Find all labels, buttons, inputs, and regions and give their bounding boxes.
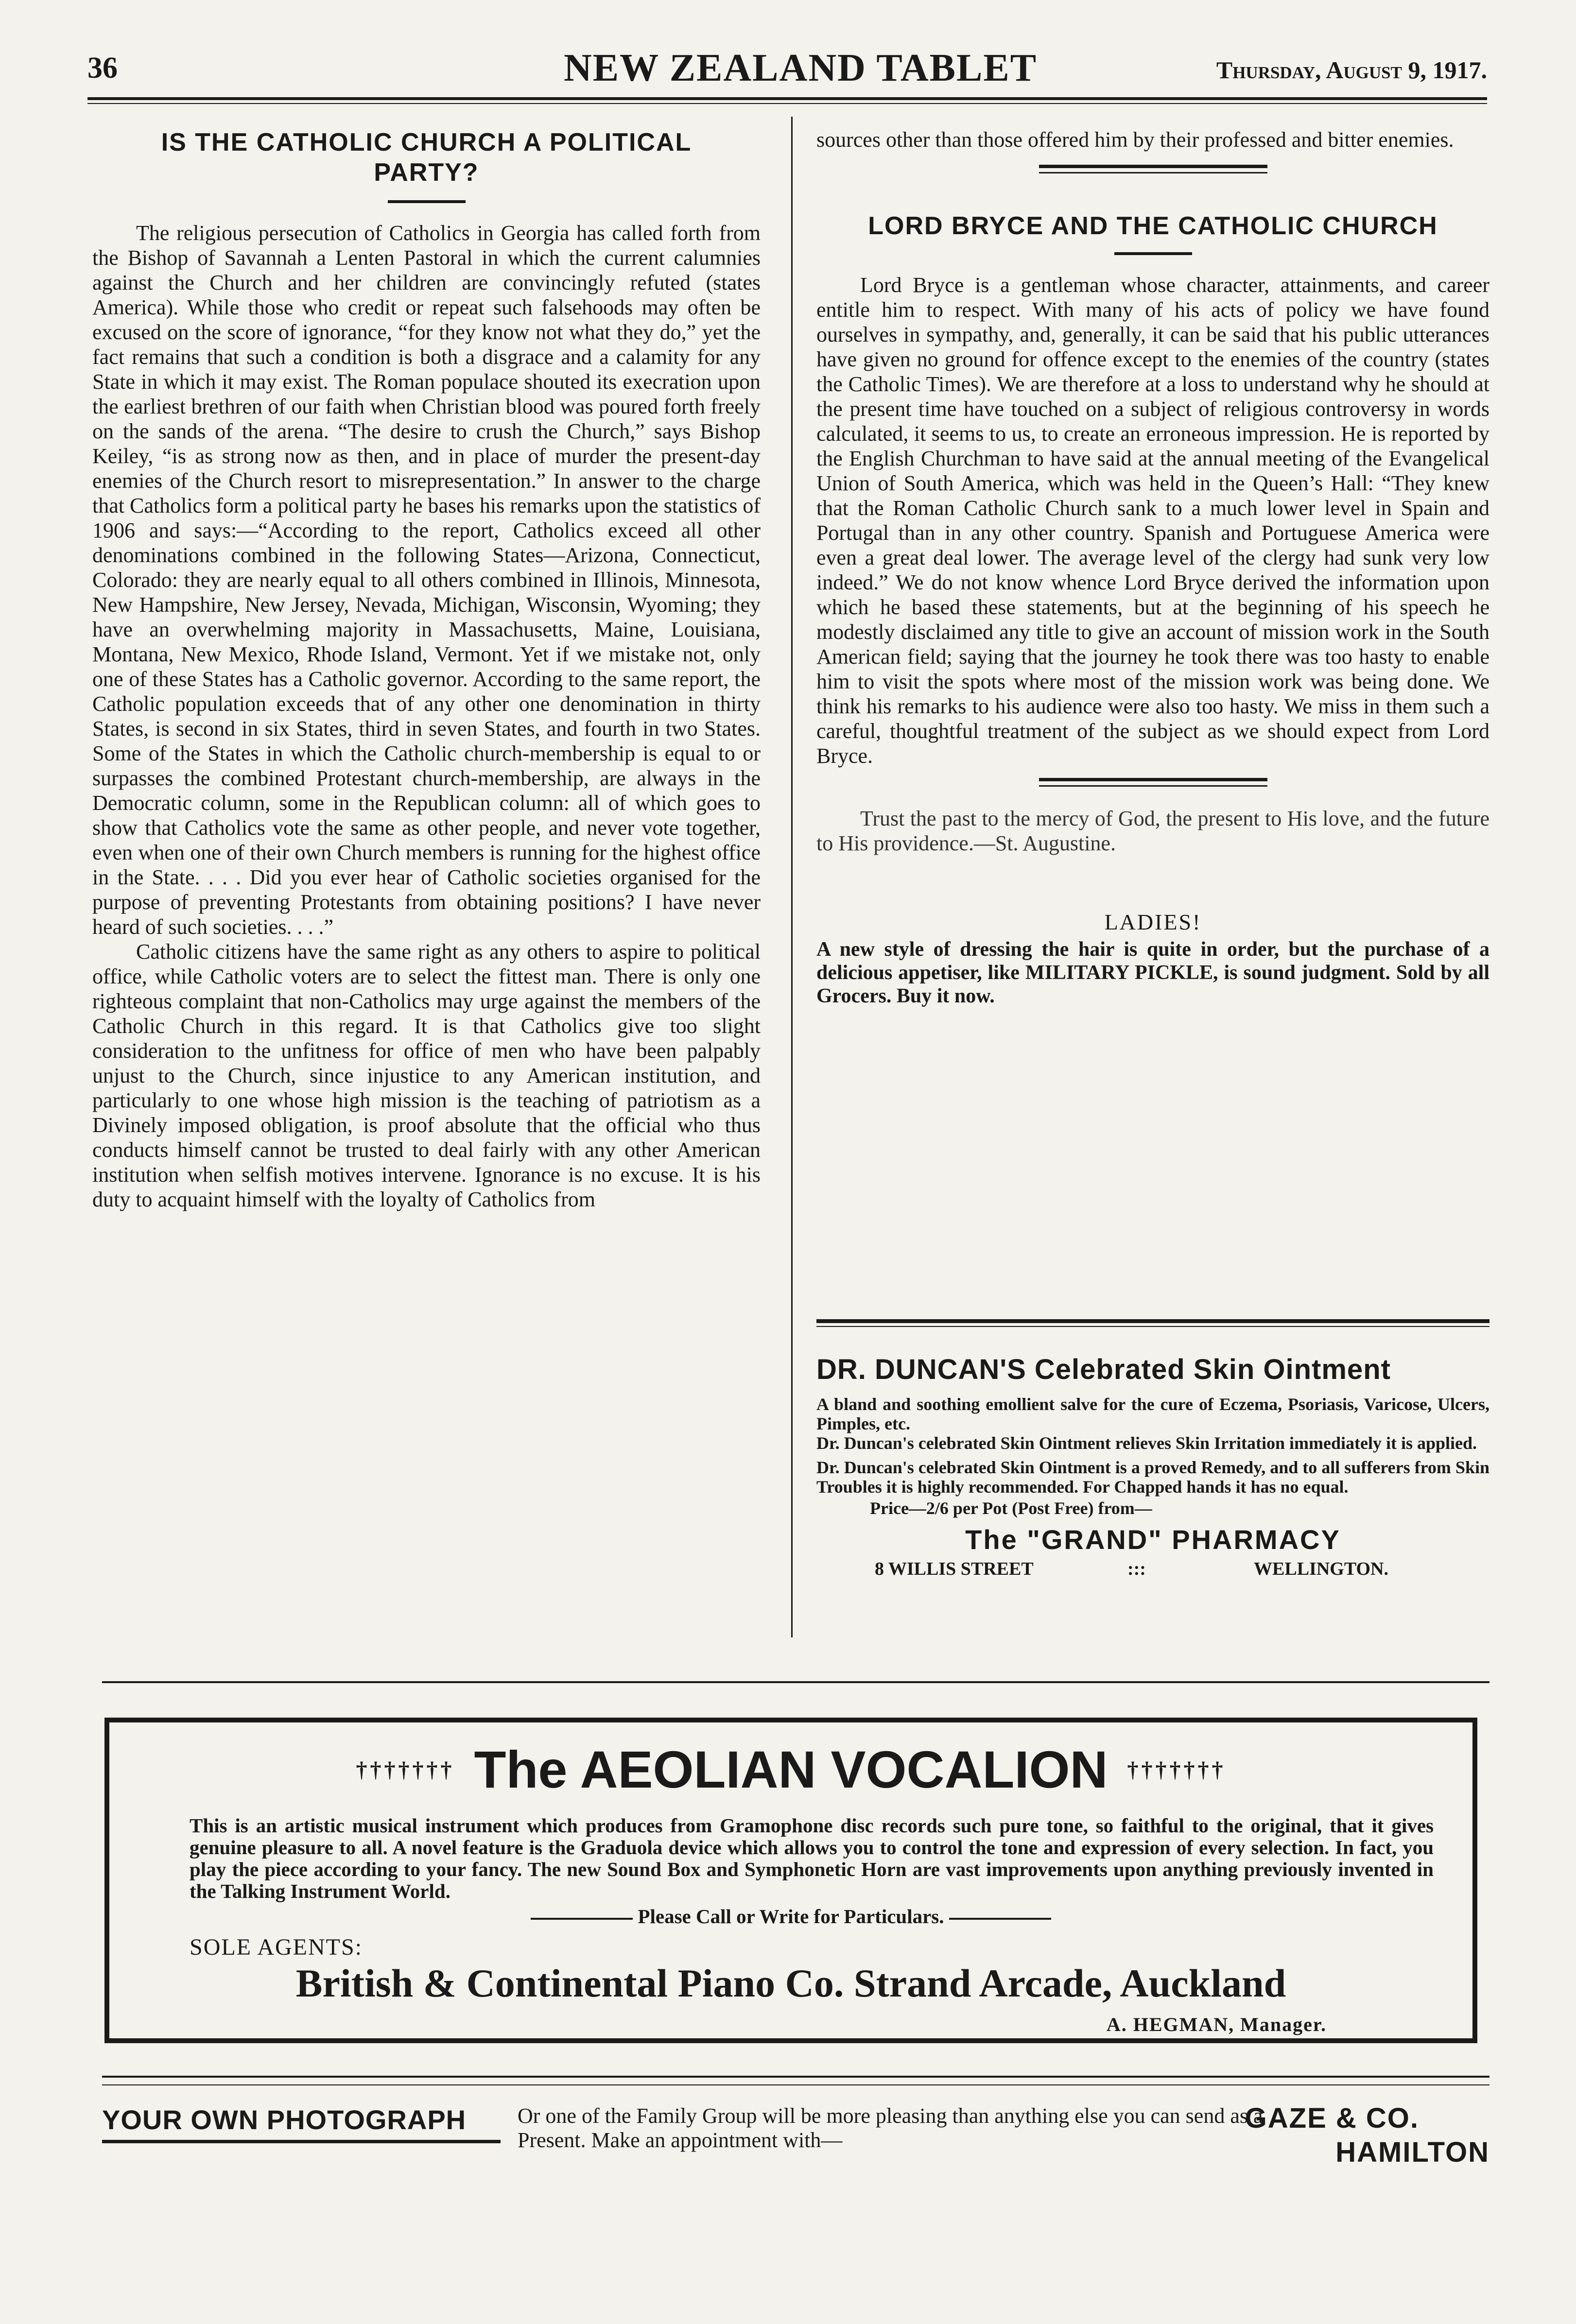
ornament-right: ††††††† — [1127, 1757, 1226, 1782]
ladies-body: A new style of dressing the hair is quite in order, but the purchase of a delicious appetiser, like MILITARY PICKLE, is sound judgment. Sold by all Grocers. Buy it now. — [816, 938, 1489, 1007]
continuation-text: sources other than those offered him by their professed and bitter enemies. — [816, 128, 1454, 152]
paragraph: The religious persecution of Catholics in Georgia has called forth from the Bishop of Savannah a Lenten Pastoral in which the current calumnies against the Church and her children are convincingly refuted (states America). While those who credit or repeat such falsehoods may often be excused on the score of ignorance, “for they know not what they do,” yet the fact remains that such a condition is both a disgrace and a calamity for any State in which it may exist. The Roman populace shouted its execration upon the earliest brethren of our faith when Christian blood was poured forth freely on the sands of the arena. “The desire to crush the Church,” says Bishop Keiley, “is as strong now as then, and in place of murder the present-day enemies of the Church resort to misrepresentation.” In answer to the charge that Catholics form a political party he bases his remarks upon the statistics of 1906 and says:—“According to the report, Catholics exceed all other denominations combined in the following States—Arizona, Connecticut, Colorado: they are nearly equal to all others combined in Illinois, Minnesota, New Hampshire, New Jersey, Nevada, Michigan, Wisconsin, Wyoming; they have an overwhelming majority in Massachusetts, Maine, Louisiana, Montana, New Mexico, Rhode Island, Vermont. Yet if we mistake not, only one of these States has a Catholic governor. According to the same report, the Catholic population exceeds that of any other one denomination in thirty States, is second in six States, third in seven States, and fourth in two States. Some of the States in which the Catholic church-membership is equal to or surpasses the combined Protestant church-membership, are always in the Democratic column, some in the Republican column: all of which goes to show that Catholics vote the same as other people, and never vote together, even when one of their own Church members is running for the highest office in the State. . . . Did you ever hear of Catholic societies organised for the purpose of preventing Protestants from obtaining positions? I have never heard of such societies. . . .” — [92, 221, 761, 939]
left-article — [92, 127, 761, 1212]
sole-agents: SOLE AGENTS: — [190, 1934, 363, 1960]
photo-city: HAMILTON — [1335, 2136, 1489, 2168]
ad-rule-thin — [816, 1326, 1489, 1327]
vocalion-ad — [104, 1718, 1477, 2043]
issue-date: Thursday, August 9, 1917. — [1216, 56, 1487, 84]
ornament-left: ††††††† — [356, 1757, 455, 1782]
title-dash — [388, 200, 466, 203]
duncan-ad — [816, 1353, 1489, 1582]
article-body: Lord Bryce is a gentleman whose character, attainments, and career entitle him to respect. With many of his acts of policy we have found ourselves in sympathy, and, generally, it can be said that his public utterances have given no ground for offence except to the enemies of the country (states the Catholic Times). We are therefore at a loss to understand why he should at the present time have touched on a subject of religious controversy in words calculated, it seems to us, to create an erroneous impression. He is reported by the English Churchman to have said at the annual meeting of the Evangelical Union of South America, which was held in the Queen’s Hall: “They knew that the Roman Catholic Church sank to a much lower level in Spain and Portugal than in any other country. Spanish and Portuguese America were even a great deal lower. The average level of the clergy had sunk very low indeed.” We do not know whence Lord Bryce derived the information upon which he based these statements, but at the beginning of his speech he modestly disclaimed any title to give an account of mission work in the South American field; saying that the journey he took there was too hasty to enable him to visit the spots where most of the mission work was being done. We think his remarks to his audience were also too hasty. We miss in them such a careful, thoughtful treatment of the subject as we should expect from Lord Bryce. — [816, 273, 1489, 768]
photo-headline-rule — [102, 2140, 501, 2143]
section-rule — [102, 1681, 1489, 1683]
pharmacy-name: The "GRAND" PHARMACY — [965, 1524, 1341, 1555]
vocalion-company: British & Continental Piano Co. Strand Arcade, Auckland — [295, 1961, 1286, 2005]
pharmacy-city: WELLINGTON. — [1254, 1559, 1388, 1579]
section-divider — [1039, 778, 1267, 787]
quote: Trust the past to the mercy of God, the present to His love, and the future to His providence.—St. Augustine. — [816, 807, 1489, 855]
article-body — [92, 221, 761, 1212]
masthead — [87, 46, 1487, 100]
duncan-text: A bland and soothing emollient salve for the cure of Eczema, Psoriasis, Varicose, Ulcers, Pimples, etc. Dr. Duncan's celebrated Skin Ointment relieves Skin Irritation immediately it is applied. Dr. Duncan's celebrated Skin Ointment is a proved Remedy, and to all sufferers from Skin Troubles it is highly recommended. For Chapped hands it has no equal. Price—2/6 per Pot (Post Free) from— — [816, 1394, 1489, 1518]
address-separator: ::: — [1127, 1559, 1146, 1579]
paragraph: Catholic citizens have the same right as any others to aspire to political office, while Catholic voters are to select the fittest man. There is only one righteous complaint that non-Catholics may urge against the members of the Catholic Church in this regard. It is that Catholics give too slight consideration to the unfitness for office of men who have been palpably unjust to the Church, since injustice to any American institution, and particularly to one whose high mission is the teaching of patriotism as a Divinely imposed obligation, is proof absolute that the official who thus conducts himself cannot be trusted to deal fairly with any other American institution when selfish motives intervene. Ignorance is no excuse. It is his duty to acquaint himself with the loyalty of Catholics from — [92, 940, 761, 1211]
section-divider — [1039, 165, 1267, 173]
photo-headline: YOUR OWN PHOTOGRAPH — [102, 2104, 467, 2135]
article-title: IS THE CATHOLIC CHURCH A POLITICAL PARTY? — [161, 128, 692, 187]
page-number: 36 — [87, 52, 118, 85]
vocalion-title: The AEOLIAN VOCALION — [474, 1740, 1108, 1799]
photo-company: GAZE & CO. — [1245, 2102, 1419, 2134]
column-divider — [791, 117, 793, 1637]
vocalion-title-row — [109, 1739, 1472, 1800]
pharmacy-address — [816, 1558, 1489, 1582]
pharmacy-street: 8 WILLIS STREET — [875, 1559, 1034, 1579]
article-title: LORD BRYCE AND THE CATHOLIC CHURCH — [868, 212, 1438, 240]
paper-title: NEW ZEALAND TABLET — [564, 47, 1038, 89]
vocalion-body: This is an artistic musical instrument which produces from Gramophone disc records such pure tone, so faithful to the original, that it gives genuine pleasure to all. A novel feature is the Graduola device which allows you to control the tone and expression of every selection. In fact, you play the piece according to your fancy. The new Sound Box and Symphonetic Horn are vast improvements upon anything previously invented in the Talking Instrument World. — [190, 1814, 1434, 1902]
photo-ad — [102, 2104, 1489, 2172]
photo-body: Or one of the Family Group will be more pleasing than anything else you can send as a Present. Make an appointment with— — [518, 2104, 1263, 2152]
title-dash — [1114, 252, 1192, 255]
section-rule — [102, 2076, 1489, 2078]
masthead-rule — [87, 97, 1487, 100]
vocalion-call: Please Call or Write for Particulars. — [109, 1905, 1472, 1928]
section-rule-thin — [102, 2084, 1489, 2085]
right-column — [816, 127, 1489, 1008]
vocalion-manager: A. HEGMAN, Manager. — [1106, 2014, 1327, 2035]
ad-rule — [816, 1319, 1489, 1323]
ladies-heading: LADIES! — [1104, 910, 1202, 934]
duncan-price: Price—2/6 per Pot (Post Free) from— — [870, 1498, 1152, 1518]
duncan-headline: DR. DUNCAN'S Celebrated Skin Ointment — [816, 1354, 1391, 1385]
masthead-rule-thin — [87, 103, 1487, 104]
